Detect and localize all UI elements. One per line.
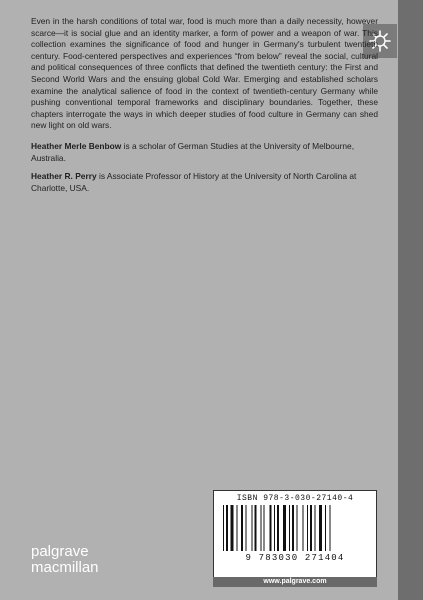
barcode-bar xyxy=(315,505,316,551)
isbn-label: ISBN 978-3-030-27140-4 xyxy=(236,494,354,503)
barcode-bar xyxy=(270,505,272,551)
author-name: Heather Merle Benbow xyxy=(31,140,122,151)
author-bio-text: is Associate Professor of History at the University of North Carolina at Charlotte, USA. xyxy=(31,171,357,193)
text-block xyxy=(31,16,378,201)
barcode-bar xyxy=(223,505,224,551)
publisher-name-line1: palgrave xyxy=(31,543,89,560)
barcode-bar xyxy=(297,505,298,551)
publisher-logo xyxy=(31,544,99,576)
author-bio-text: is a scholar of German Studies at the University of Melbourne, Australia. xyxy=(31,140,355,163)
barcode-bar xyxy=(226,505,228,551)
barcode-bar xyxy=(310,505,312,551)
barcode-bar xyxy=(303,505,304,551)
barcode-bar xyxy=(264,505,265,551)
barcode-bar xyxy=(255,505,257,551)
blurb-paragraph: Even in the harsh conditions of total war, food is much more than a daily necessity, however scarce—it is social glue and an identity marker, a form of power and a weapon of war. This collection examines the significance of food and hunger in Germany's turbulent twentieth century. Food-centered perspectives and experiences “from below” reveal the social, cultural and political consequences of three conflicts that defined the twentieth century: the First and Second World Wars and the ensuing global Cold War. Emerging and established scholars examine the analytical salience of food in the context of twentieth-century Germany while pushing conventional temporal frameworks and disciplinary boundaries. Together, these chapters interrogate the ways in which deeper studies of food culture in Germany can shed new light on old wars. xyxy=(31,16,378,131)
barcode-bar xyxy=(252,505,253,551)
barcode-bar xyxy=(237,505,238,551)
publisher-name-line2: macmillan xyxy=(31,559,99,576)
author-bio-benbow xyxy=(31,141,378,164)
barcode-digits: 9 783030 271404 xyxy=(245,553,345,563)
barcode-bar xyxy=(307,505,308,551)
barcode-bar xyxy=(261,505,262,551)
barcode-bar xyxy=(231,505,234,551)
spine-strip xyxy=(398,0,423,600)
barcode-bar xyxy=(325,505,326,551)
barcode-bar xyxy=(274,505,275,551)
barcode-bars xyxy=(223,505,367,551)
publisher-url: www.palgrave.com xyxy=(213,577,377,587)
barcode-bar xyxy=(283,505,286,551)
barcode-bar xyxy=(277,505,279,551)
isbn-barcode xyxy=(213,490,377,578)
barcode-bar xyxy=(241,505,243,551)
author-bio-perry xyxy=(31,171,378,194)
barcode-bar xyxy=(292,505,294,551)
barcode-bar xyxy=(246,505,247,551)
barcode-bar xyxy=(319,505,322,551)
barcode-bar xyxy=(330,505,331,551)
barcode-bar xyxy=(289,505,290,551)
author-name: Heather R. Perry xyxy=(31,171,97,182)
